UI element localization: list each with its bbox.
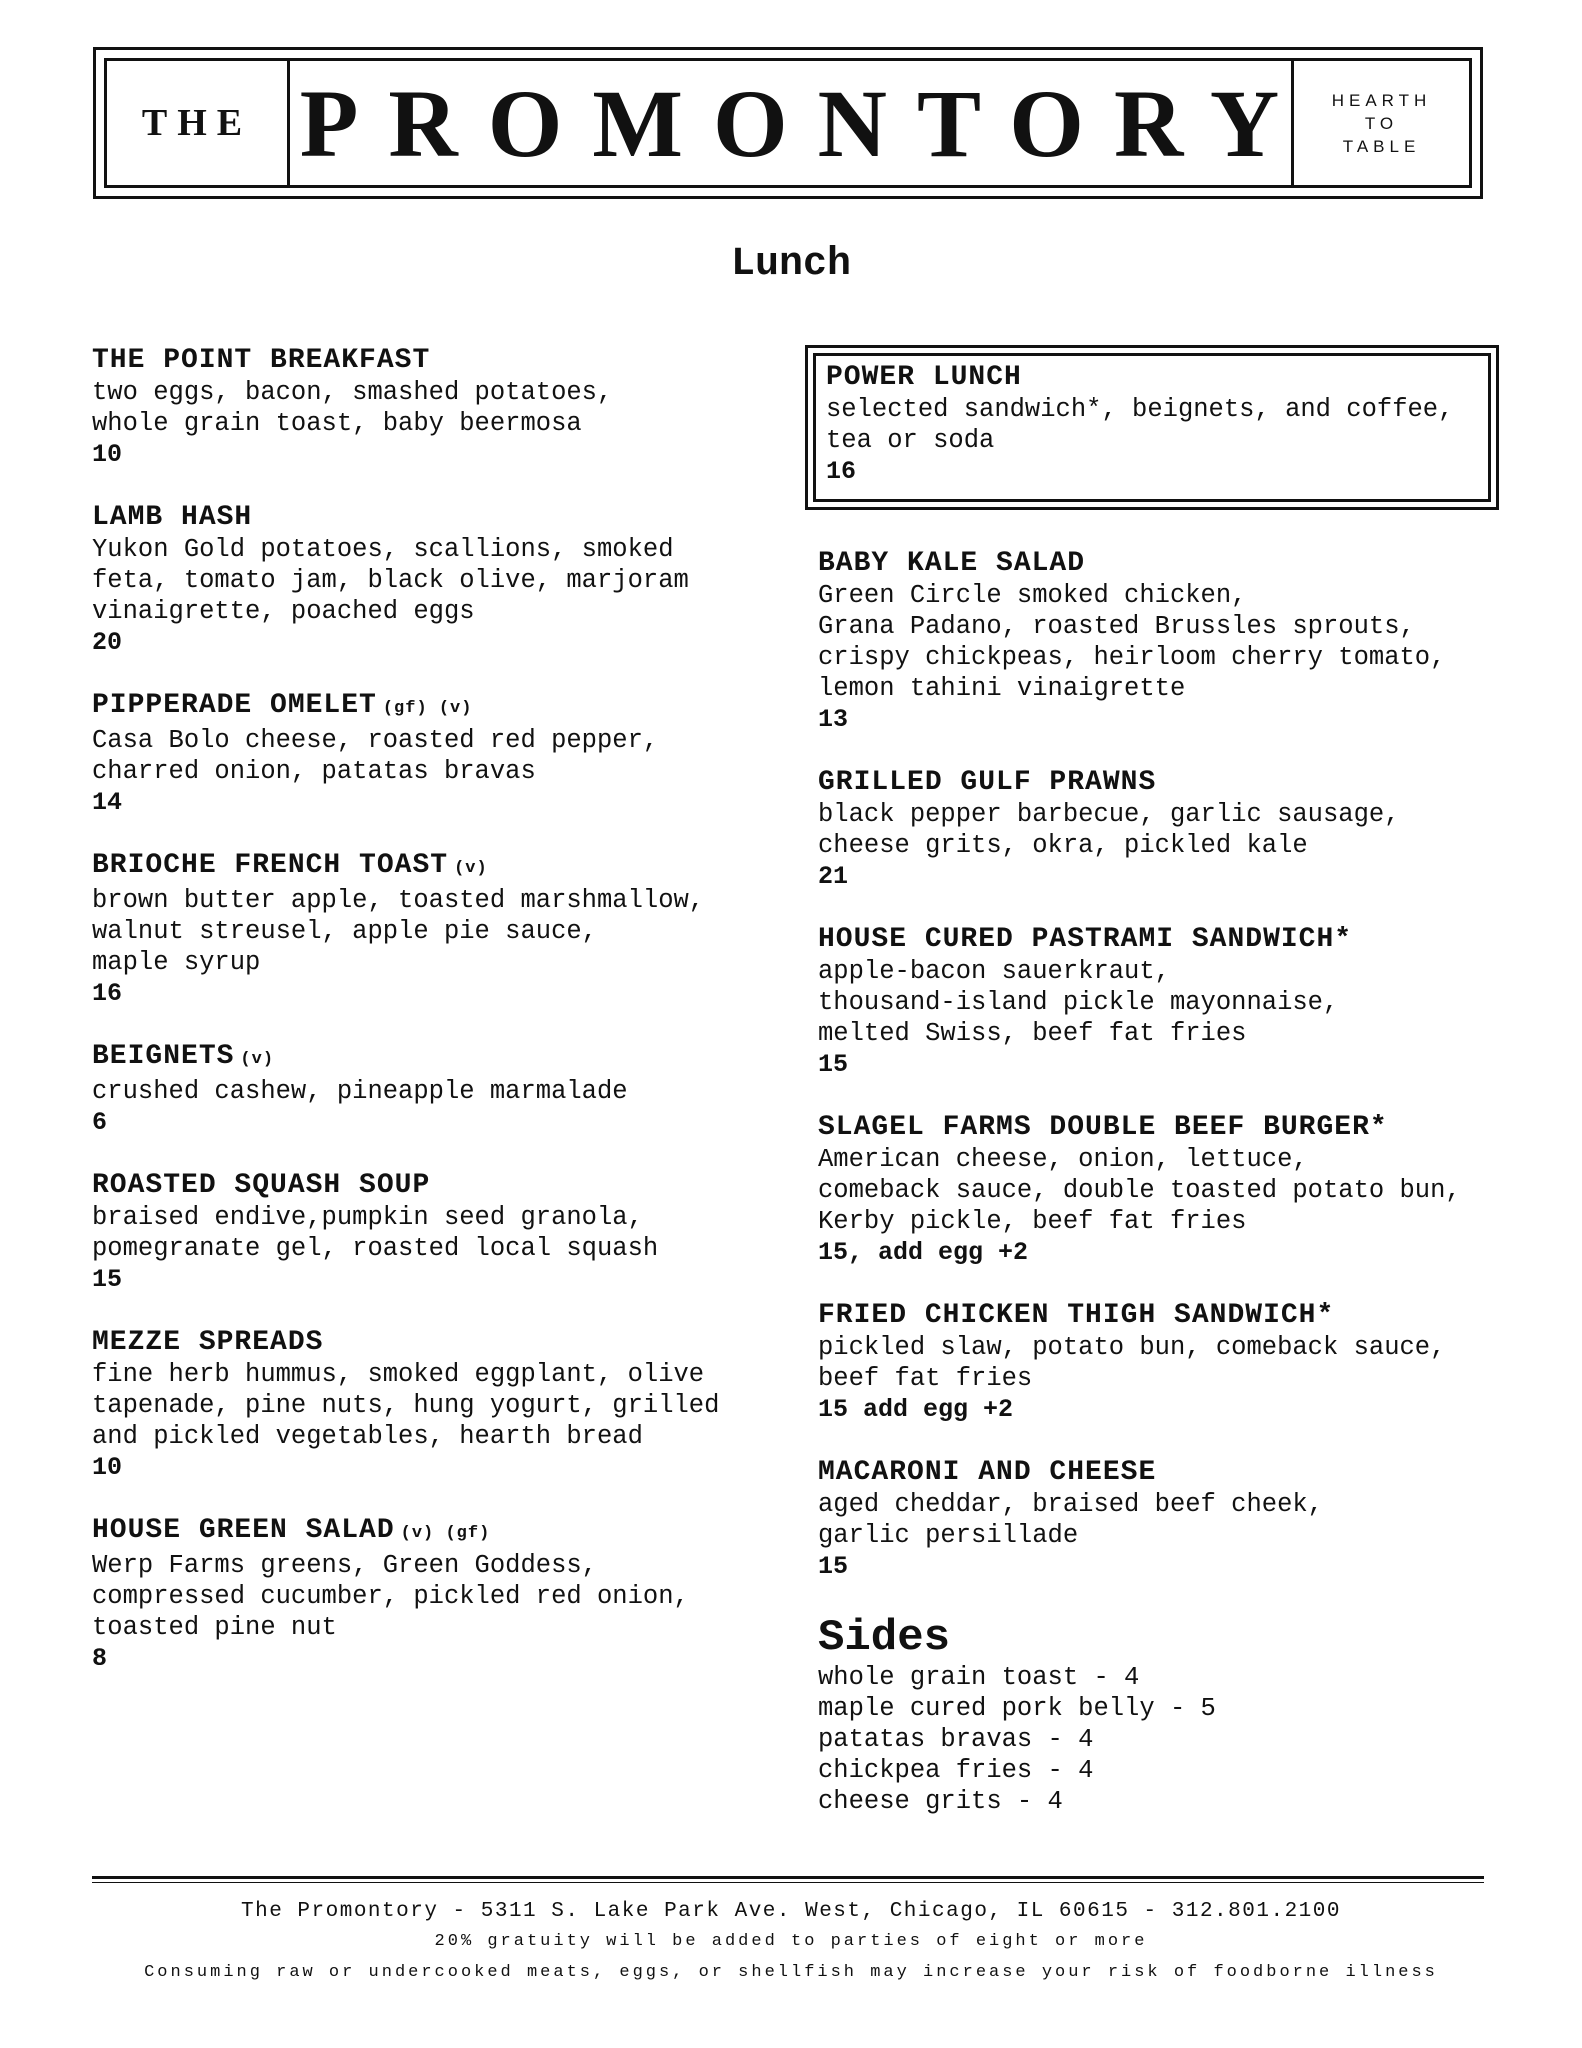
menu-item [92,1515,792,1674]
menu-item-price: 13 [818,705,849,734]
side-item: chickpea fries - 4 [818,1756,1094,1785]
menu-item [818,1457,1518,1582]
menu-item-title: MACARONI AND CHEESE [818,1457,1157,1488]
menu-item-price: 6 [92,1108,108,1137]
side-item: patatas bravas - 4 [818,1725,1094,1754]
menu-item-price: 15, add egg +2 [818,1238,1029,1267]
menu-item-name [92,850,792,885]
menu-item-title: SLAGEL FARMS DOUBLE BEEF BURGER* [818,1112,1388,1143]
menu-item [818,1112,1518,1268]
menu-item [818,1300,1518,1425]
menu-item-title: BEIGNETS [92,1041,235,1072]
menu-item-description: American cheese, onion, lettuce, comeback sauce, double toasted potato bun, Kerby pickle, beef fat fries [818,1145,1461,1236]
menu-item-price: 15 [92,1265,123,1294]
menu-item [818,924,1518,1080]
right-menu-column [818,345,1518,1817]
footer-address: The Promontory - 5311 S. Lake Park Ave. West, Chicago, IL 60615 - 312.801.2100 [241,1900,1341,1923]
menu-item-description: apple-bacon sauerkraut, thousand-island pickle mayonnaise, melted Swiss, beef fat fries [818,957,1339,1048]
menu-item-title: GRILLED GULF PRAWNS [818,767,1157,798]
logo-tag-table: TABLE [1342,136,1421,156]
menu-item-name [92,1041,792,1076]
menu-item [818,548,1518,735]
menu-item-description: brown butter apple, toasted marshmallow, walnut streusel, apple pie sauce, maple syrup [92,886,705,977]
menu-item [92,1041,792,1138]
menu-item-diet-tags: (v) [454,859,488,878]
menu-item [826,362,1478,487]
footer-gratuity-note: 20% gratuity will be added to parties of eight or more [434,1932,1148,1951]
menu-item [92,502,792,658]
footer-food-warning: Consuming raw or undercooked meats, eggs, or shellfish may increase your risk of foodborne illness [144,1963,1438,1982]
menu-item-name: POWER LUNCH [826,362,1022,393]
menu-item-price: 10 [92,440,123,469]
menu-item-name [818,1300,1518,1332]
logo-tag-to: TO [1364,113,1399,133]
menu-item-name [818,548,1518,580]
menu-item-price: 15 add egg +2 [818,1395,1014,1424]
sides-section [818,1614,1518,1817]
menu-item-description: black pepper barbecue, garlic sausage, cheese grits, okra, pickled kale [818,800,1400,860]
logo-the: THE [107,61,290,185]
left-menu-column [92,345,792,1706]
logo-name: PROMONTORY [299,69,1310,177]
menu-item-name [92,502,792,534]
side-item: cheese grits - 4 [818,1787,1063,1816]
right-items-list [818,548,1518,1582]
menu-item-name [818,767,1518,799]
menu-item-price: 8 [92,1644,108,1673]
menu-item [92,690,792,818]
menu-item-diet-tags: (v) (gf) [400,1524,491,1543]
menu-item-name [818,1112,1518,1144]
menu-item-price: 16 [826,457,857,486]
menu-item-description: crushed cashew, pineapple marmalade [92,1077,628,1106]
logo-tag-hearth: HEARTH [1331,90,1432,110]
menu-item-description: Casa Bolo cheese, roasted red pepper, charred onion, patatas bravas [92,726,659,786]
menu-item-price: 14 [92,788,123,817]
menu-item-price: 10 [92,1453,123,1482]
menu-item-name [92,1327,792,1359]
menu-item-description: selected sandwich*, beignets, and coffee, tea or soda [826,395,1454,455]
menu-item-description: aged cheddar, braised beef cheek, garlic persillade [818,1490,1323,1550]
menu-item [92,1170,792,1295]
menu-item-price: 15 [818,1552,849,1581]
page-title: Lunch [730,242,852,287]
menu-item-title: THE POINT BREAKFAST [92,345,431,376]
menu-item-name [92,345,792,377]
menu-item-title: HOUSE CURED PASTRAMI SANDWICH* [818,924,1353,955]
menu-item-title: ROASTED SQUASH SOUP [92,1170,431,1201]
menu-item-name [818,924,1518,956]
menu-item-title: FRIED CHICKEN THIGH SANDWICH* [818,1300,1335,1331]
sides-title: Sides [818,1613,951,1663]
menu-item-price: 21 [818,862,849,891]
footer-divider [92,1876,1484,1883]
menu-item-name [92,1515,792,1550]
menu-item [818,767,1518,892]
menu-item-title: BABY KALE SALAD [818,548,1086,579]
restaurant-logo [93,47,1483,199]
menu-item-price: 20 [92,628,123,657]
menu-item-name [92,690,792,725]
menu-item-description: braised endive,pumpkin seed granola, pomegranate gel, roasted local squash [92,1203,659,1263]
menu-item-description: two eggs, bacon, smashed potatoes, whole grain toast, baby beermosa [92,378,613,438]
menu-item-price: 15 [818,1050,849,1079]
menu-item-title: MEZZE SPREADS [92,1327,324,1358]
menu-item-description: Yukon Gold potatoes, scallions, smoked feta, tomato jam, black olive, marjoram vinaigrette, poached eggs [92,535,689,626]
menu-item [92,850,792,1009]
side-item: whole grain toast - 4 [818,1663,1140,1692]
side-item: maple cured pork belly - 5 [818,1694,1216,1723]
menu-item [92,345,792,470]
menu-item-diet-tags: (v) [240,1050,275,1069]
menu-item-price: 16 [92,979,123,1008]
menu-item-title: PIPPERADE OMELET [92,690,377,721]
menu-item-name [92,1170,792,1202]
menu-item-description: Green Circle smoked chicken, Grana Padano, roasted Brussles sprouts, crispy chickpeas, heirloom cherry tomato, lemon tahini vinaigrette [818,581,1446,703]
menu-item [92,1327,792,1483]
menu-item-description: fine herb hummus, smoked eggplant, olive tapenade, pine nuts, hung yogurt, grilled and pickled vegetables, hearth bread [92,1360,720,1451]
menu-item-name [818,1457,1518,1489]
menu-item-description: Werp Farms greens, Green Goddess, compressed cucumber, pickled red onion, toasted pine nut [92,1551,689,1642]
menu-item-diet-tags: (gf) (v) [382,699,473,718]
power-lunch-box [805,345,1499,510]
sides-list [818,1662,1518,1817]
menu-item-title: LAMB HASH [92,502,253,533]
logo-tagline [1291,61,1469,185]
menu-item-title: BRIOCHE FRENCH TOAST [92,850,449,881]
menu-item-description: pickled slaw, potato bun, comeback sauce, beef fat fries [818,1333,1446,1393]
menu-item-title: HOUSE GREEN SALAD [92,1515,395,1546]
